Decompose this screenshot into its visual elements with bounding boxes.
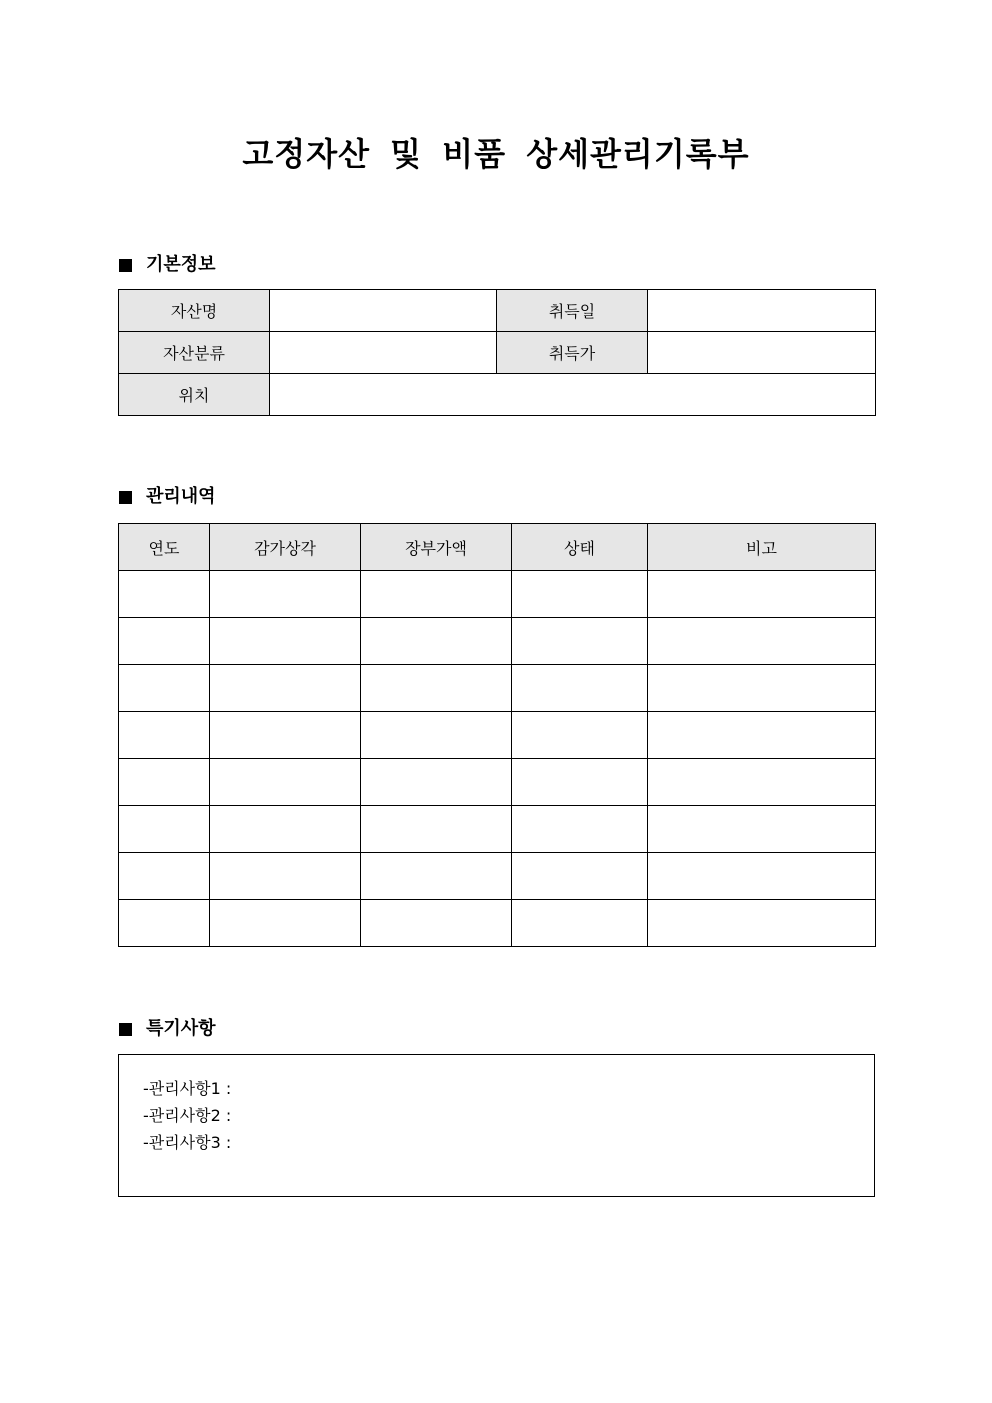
table-row [119,290,876,332]
basic-info-table [118,289,876,416]
book-value-cell[interactable] [361,712,512,759]
status-cell[interactable] [512,618,648,665]
depreciation-cell[interactable] [210,806,361,853]
acquisition-cost-label: 취득가 [497,332,648,374]
table-row [119,712,876,759]
remarks-cell[interactable] [648,712,876,759]
status-cell[interactable] [512,571,648,618]
status-cell[interactable] [512,806,648,853]
book-value-cell[interactable] [361,900,512,947]
remarks-cell[interactable] [648,665,876,712]
depreciation-cell[interactable] [210,853,361,900]
book-value-cell[interactable] [361,665,512,712]
square-bullet-icon [119,259,132,272]
column-header-book-value: 장부가액 [361,524,512,571]
table-row [119,618,876,665]
year-cell[interactable] [119,712,210,759]
asset-category-field[interactable] [270,332,497,374]
table-row [119,571,876,618]
remarks-cell[interactable] [648,900,876,947]
remarks-cell[interactable] [648,853,876,900]
basic-info-heading-text: 기본정보 [146,254,216,275]
notes-box[interactable] [118,1054,875,1197]
table-row [119,900,876,947]
table-row [119,853,876,900]
acquisition-cost-field[interactable] [648,332,876,374]
asset-name-field[interactable] [270,290,497,332]
status-cell[interactable] [512,853,648,900]
year-cell[interactable] [119,853,210,900]
table-row [119,806,876,853]
year-cell[interactable] [119,806,210,853]
note-item: -관리사항2 : [143,1106,232,1125]
asset-category-label: 자산분류 [119,332,270,374]
depreciation-cell[interactable] [210,712,361,759]
status-cell[interactable] [512,900,648,947]
basic-info-heading [119,253,216,277]
management-heading [119,485,216,509]
square-bullet-icon [119,491,132,504]
book-value-cell[interactable] [361,853,512,900]
note-item: -관리사항1 : [143,1079,232,1098]
year-cell[interactable] [119,759,210,806]
remarks-cell[interactable] [648,806,876,853]
book-value-cell[interactable] [361,618,512,665]
square-bullet-icon [119,1023,132,1036]
management-table [118,523,876,947]
table-row [119,665,876,712]
notes-heading-text: 특기사항 [146,1018,216,1039]
status-cell[interactable] [512,712,648,759]
table-row [119,759,876,806]
remarks-cell[interactable] [648,618,876,665]
column-header-status: 상태 [512,524,648,571]
notes-heading [119,1017,216,1041]
depreciation-cell[interactable] [210,571,361,618]
table-row [119,374,876,416]
location-label: 위치 [119,374,270,416]
table-header-row [119,524,876,571]
depreciation-cell[interactable] [210,759,361,806]
year-cell[interactable] [119,900,210,947]
remarks-cell[interactable] [648,759,876,806]
year-cell[interactable] [119,571,210,618]
depreciation-cell[interactable] [210,665,361,712]
page-title: 고정자산 및 비품 상세관리기록부 [242,135,750,173]
book-value-cell[interactable] [361,806,512,853]
management-heading-text: 관리내역 [146,486,216,507]
column-header-remarks: 비고 [648,524,876,571]
location-field[interactable] [270,374,876,416]
book-value-cell[interactable] [361,759,512,806]
book-value-cell[interactable] [361,571,512,618]
notes-list [143,1075,231,1156]
depreciation-cell[interactable] [210,618,361,665]
acquisition-date-label: 취득일 [497,290,648,332]
status-cell[interactable] [512,759,648,806]
table-row [119,332,876,374]
column-header-year: 연도 [119,524,210,571]
status-cell[interactable] [512,665,648,712]
remarks-cell[interactable] [648,571,876,618]
acquisition-date-field[interactable] [648,290,876,332]
depreciation-cell[interactable] [210,900,361,947]
asset-name-label: 자산명 [119,290,270,332]
column-header-depreciation: 감가상각 [210,524,361,571]
year-cell[interactable] [119,665,210,712]
year-cell[interactable] [119,618,210,665]
note-item: -관리사항3 : [143,1133,232,1152]
